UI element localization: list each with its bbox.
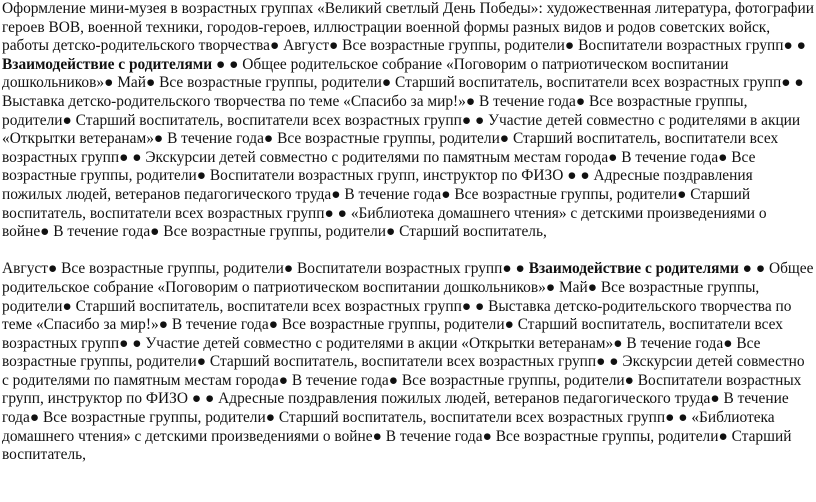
paragraph-1-bold-heading: Взаимодействие с родителями: [2, 55, 213, 73]
paragraph-2: [2, 260, 814, 465]
paragraph-1-text-continued: ● ● Общее родительское собрание «Поговорим о патриотическом воспитании дошкольников»● Май● Все возрастные группы, родители● Старший воспитатель, воспитатели всех возрастных групп● ● Выставка детско-родительского творчества по теме «Спасибо за мир!»● В течение года● Все возрастные группы, родители● Старший воспитатель, воспитатели всех возрастных групп● ● Участие детей совместно с родителями в акции «Открытки ветеранам»● В течение года● Все возрастные группы, родители● Старший воспитатель, воспитатели всех возрастных групп● ● Экскурсии детей совместно с родителями по памятным местам города● В течение года● Все возрастные группы, родители● Воспитатели возрастных групп, инструктор по ФИЗО ● ● Адресные поздравления пожилых людей, ветеранов педагогического труда● В течение года● Все возрастные группы, родители● Старший воспитатель, воспитатели всех возрастных групп● ● «Библиотека домашнего чтения» с детскими произведениями о войне● В течение года● Все возрастные группы, родители● Старший воспитатель,: [2, 55, 804, 241]
paragraph-1: [2, 0, 814, 242]
paragraph-1-text: Оформление мини-музея в возрастных группах «Великий светлый День Победы»: художественная литература, фотографии героев ВОВ, военной техники, городов-героев, иллюстрации военной формы разных видов и родов советских войск, работы детско-родительского творчества● Август● Все возрастные группы, родители● Воспитатели возрастных групп● ●: [2, 0, 814, 55]
document-body: [2, 0, 814, 465]
paragraph-2-text-continued: ● ● Общее родительское собрание «Поговорим о патриотическом воспитании дошкольников»● Май● Все возрастные группы, родители● Старший воспитатель, воспитатели всех возрастных групп● ● Выставка детско-родительского творчества по теме «Спасибо за мир!»● В течение года● Все возрастные группы, родители● Старший воспитатель, воспитатели всех возрастных групп● ● Участие детей совместно с родителями в акции «Открытки ветеранам»● В течение года● Все возрастные группы, родители● Старший воспитатель, воспитатели всех возрастных групп● ● Экскурсии детей совместно с родителями по памятным местам города● В течение года● Все возрастные группы, родители● Воспитатели возрастных групп, инструктор по ФИЗО ● ● Адресные поздравления пожилых людей, ветеранов педагогического труда● В течение года● Все возрастные группы, родители● Старший воспитатель, воспитатели всех возрастных групп● ● «Библиотека домашнего чтения» с детскими произведениями о войне● В течение года● Все возрастные группы, родители● Старший воспитатель,: [2, 260, 814, 464]
paragraph-2-bold-heading: Взаимодействие с родителями: [528, 260, 739, 278]
paragraph-spacer: [2, 242, 814, 261]
paragraph-2-text: Август● Все возрастные группы, родители● Воспитатели возрастных групп● ●: [2, 260, 529, 278]
